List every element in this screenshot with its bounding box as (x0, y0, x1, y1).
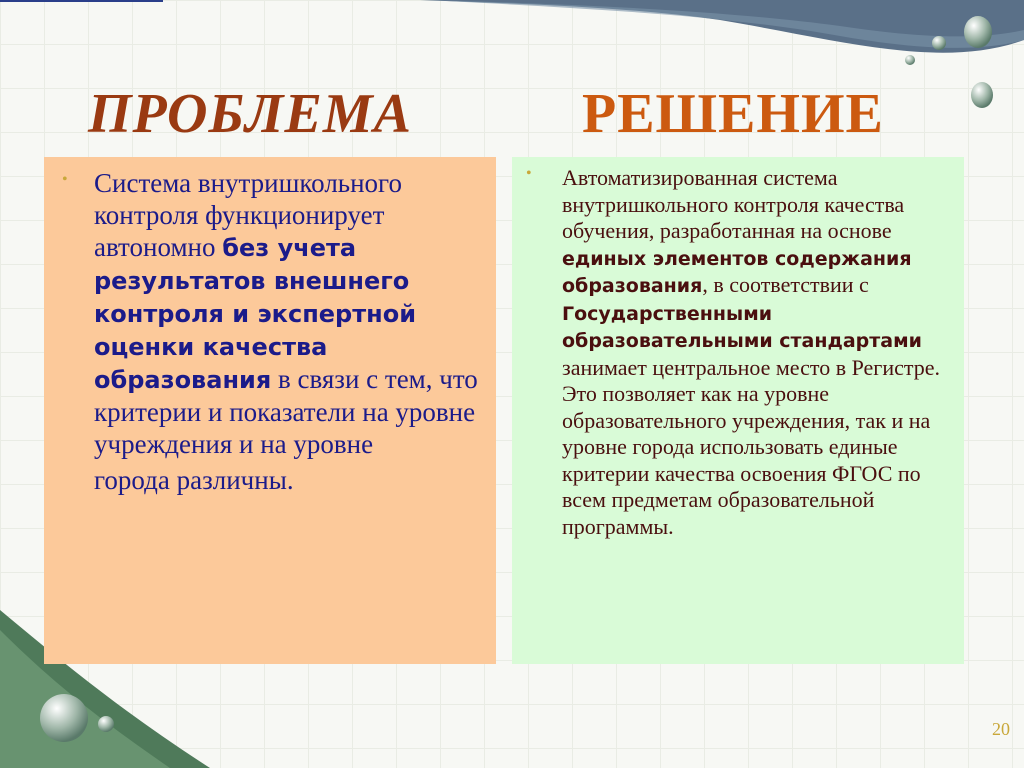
solution-heading: РЕШЕНИЕ (582, 83, 884, 145)
problem-heading: ПРОБЛЕМА (88, 83, 412, 145)
problem-panel (44, 157, 496, 664)
problem-text-part: Система внутришкольного контроля функционирует автономно (94, 168, 402, 262)
solution-text-part: Автоматизированная система внутришкольного контроля качества обучения, разработанная на основе (562, 165, 905, 243)
solution-panel (512, 157, 964, 664)
problem-text-bold: без учета результатов внешнего контроля и экспертной оценки качества образования (94, 234, 417, 394)
solution-text-bold: единых элементов содержания образования (562, 247, 912, 297)
problem-text-part: города различны. (94, 465, 294, 495)
solution-text-bold: Государственными образовательными стандартами (562, 302, 922, 352)
page-number: 20 (992, 719, 1010, 739)
bullet-icon: • (62, 171, 68, 188)
bullet-icon: • (526, 165, 532, 182)
problem-text-part: в связи с тем, что критерии и показатели на уровне учреждения и на уровне (94, 364, 478, 459)
solution-text-part: занимает центральное место в Регистре. Это позволяет как на уровне образовательного учреждения, так и на уровне города использовать единые критерии качества освоения ФГОС по всем предметам образовательной программы. (562, 354, 941, 539)
problem-text (94, 167, 482, 496)
solution-text (562, 165, 950, 540)
solution-text-part: , в соответствии с (702, 272, 869, 297)
top-accent-line (0, 0, 163, 2)
